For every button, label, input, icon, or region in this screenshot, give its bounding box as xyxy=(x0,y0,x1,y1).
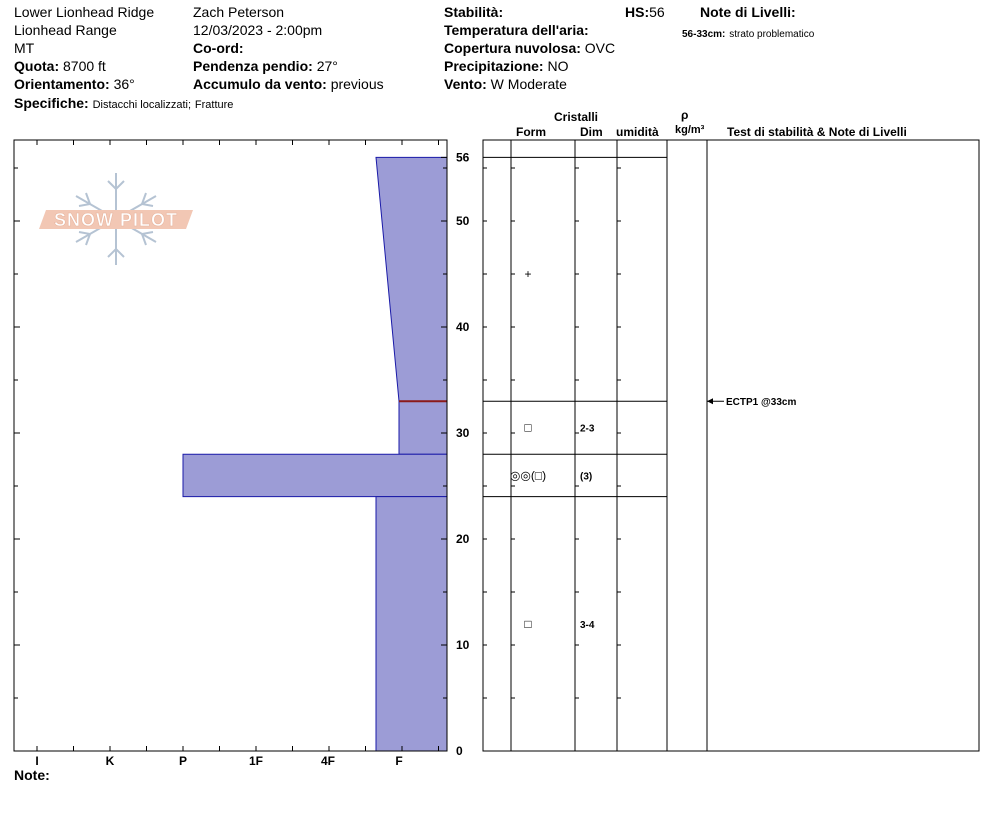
wind-value: W Moderate xyxy=(490,76,567,92)
y-tick-label: 0 xyxy=(456,744,463,758)
layer-note-range: 56-33cm: xyxy=(682,29,726,40)
hardness-bar xyxy=(376,157,447,401)
x-tick-label: 4F xyxy=(320,754,336,768)
crystal-size: (3) xyxy=(580,471,593,483)
elevation-label: Quota: xyxy=(14,58,60,74)
hs-label: HS: xyxy=(625,4,650,20)
y-tick-label: 56 xyxy=(456,150,470,165)
moisture-header: umidità xyxy=(616,125,659,139)
tests-notes-header: Test di stabilità & Note di Livelli xyxy=(727,125,907,139)
y-tick-label: 20 xyxy=(456,532,470,546)
notes-label: Note: xyxy=(14,767,50,783)
aspect-value: 36° xyxy=(113,76,135,92)
wind-label: Vento: xyxy=(444,76,487,92)
precip-value: NO xyxy=(547,58,569,74)
crystal-form-symbol: □ xyxy=(524,616,532,631)
specifics-label: Specifiche: xyxy=(14,95,89,111)
stability-test-label: ECTP1 @33cm xyxy=(726,397,797,409)
hardness-bar xyxy=(399,401,447,454)
precip-label: Precipitazione: xyxy=(444,58,544,74)
specifics-item: Fratture xyxy=(194,99,234,111)
rho-header: ρ xyxy=(681,108,689,122)
specifics-item: Distacchi localizzati; xyxy=(92,99,192,111)
x-tick-label: 1F xyxy=(248,754,264,768)
layer-notes-label: Note di Livelli: xyxy=(700,4,796,20)
form-header: Form xyxy=(516,125,546,139)
sky-label: Copertura nuvolosa: xyxy=(444,40,581,56)
aspect-label: Orientamento: xyxy=(14,76,110,92)
stability-test-arrowhead xyxy=(707,398,713,404)
x-tick-label: I xyxy=(35,754,39,768)
hardness-bar xyxy=(376,497,447,751)
density-unit-header: kg/m³ xyxy=(675,124,705,136)
crystal-size: 3-4 xyxy=(580,619,595,631)
stability-label: Stabilità: xyxy=(444,4,504,20)
location-name: Lower Lionhead Ridge xyxy=(14,4,155,20)
x-tick-label: F xyxy=(395,754,403,768)
crystals-header: Cristalli xyxy=(554,110,599,124)
elevation-value: 8700 ft xyxy=(63,58,106,74)
wind-loading-value: previous xyxy=(330,76,384,92)
hs-value: 56 xyxy=(649,4,665,20)
crystal-form-symbol: + xyxy=(524,267,532,281)
logo-text: SNOW PILOT xyxy=(54,210,178,230)
layer-note-text: strato problematico xyxy=(729,29,815,40)
coord-label: Co-ord: xyxy=(193,40,244,56)
observer-name: Zach Peterson xyxy=(193,4,285,20)
slope-label: Pendenza pendio: xyxy=(193,58,313,74)
y-tick-label: 50 xyxy=(456,214,470,228)
snowpilot-logo xyxy=(39,173,193,265)
x-tick-label: K xyxy=(105,754,115,768)
crystal-form-symbol: ◎◎(□) xyxy=(509,468,547,483)
range-name: Lionhead Range xyxy=(14,22,117,38)
size-header: Dim xyxy=(580,125,603,139)
slope-value: 27° xyxy=(316,58,338,74)
state-name: MT xyxy=(14,40,35,56)
air-temp-label: Temperatura dell'aria: xyxy=(444,22,589,38)
x-tick-label: P xyxy=(178,754,188,768)
y-tick-label: 30 xyxy=(456,426,470,440)
y-tick-label: 10 xyxy=(456,638,470,652)
crystal-size: 2-3 xyxy=(580,423,595,435)
observation-datetime: 12/03/2023 - 2:00pm xyxy=(193,22,323,38)
sky-value: OVC xyxy=(584,40,616,56)
y-tick-label: 40 xyxy=(456,320,470,334)
layer-table-frame xyxy=(483,140,979,751)
crystal-form-symbol: □ xyxy=(524,420,532,435)
wind-loading-label: Accumulo da vento: xyxy=(193,76,327,92)
hardness-bar xyxy=(183,454,447,496)
